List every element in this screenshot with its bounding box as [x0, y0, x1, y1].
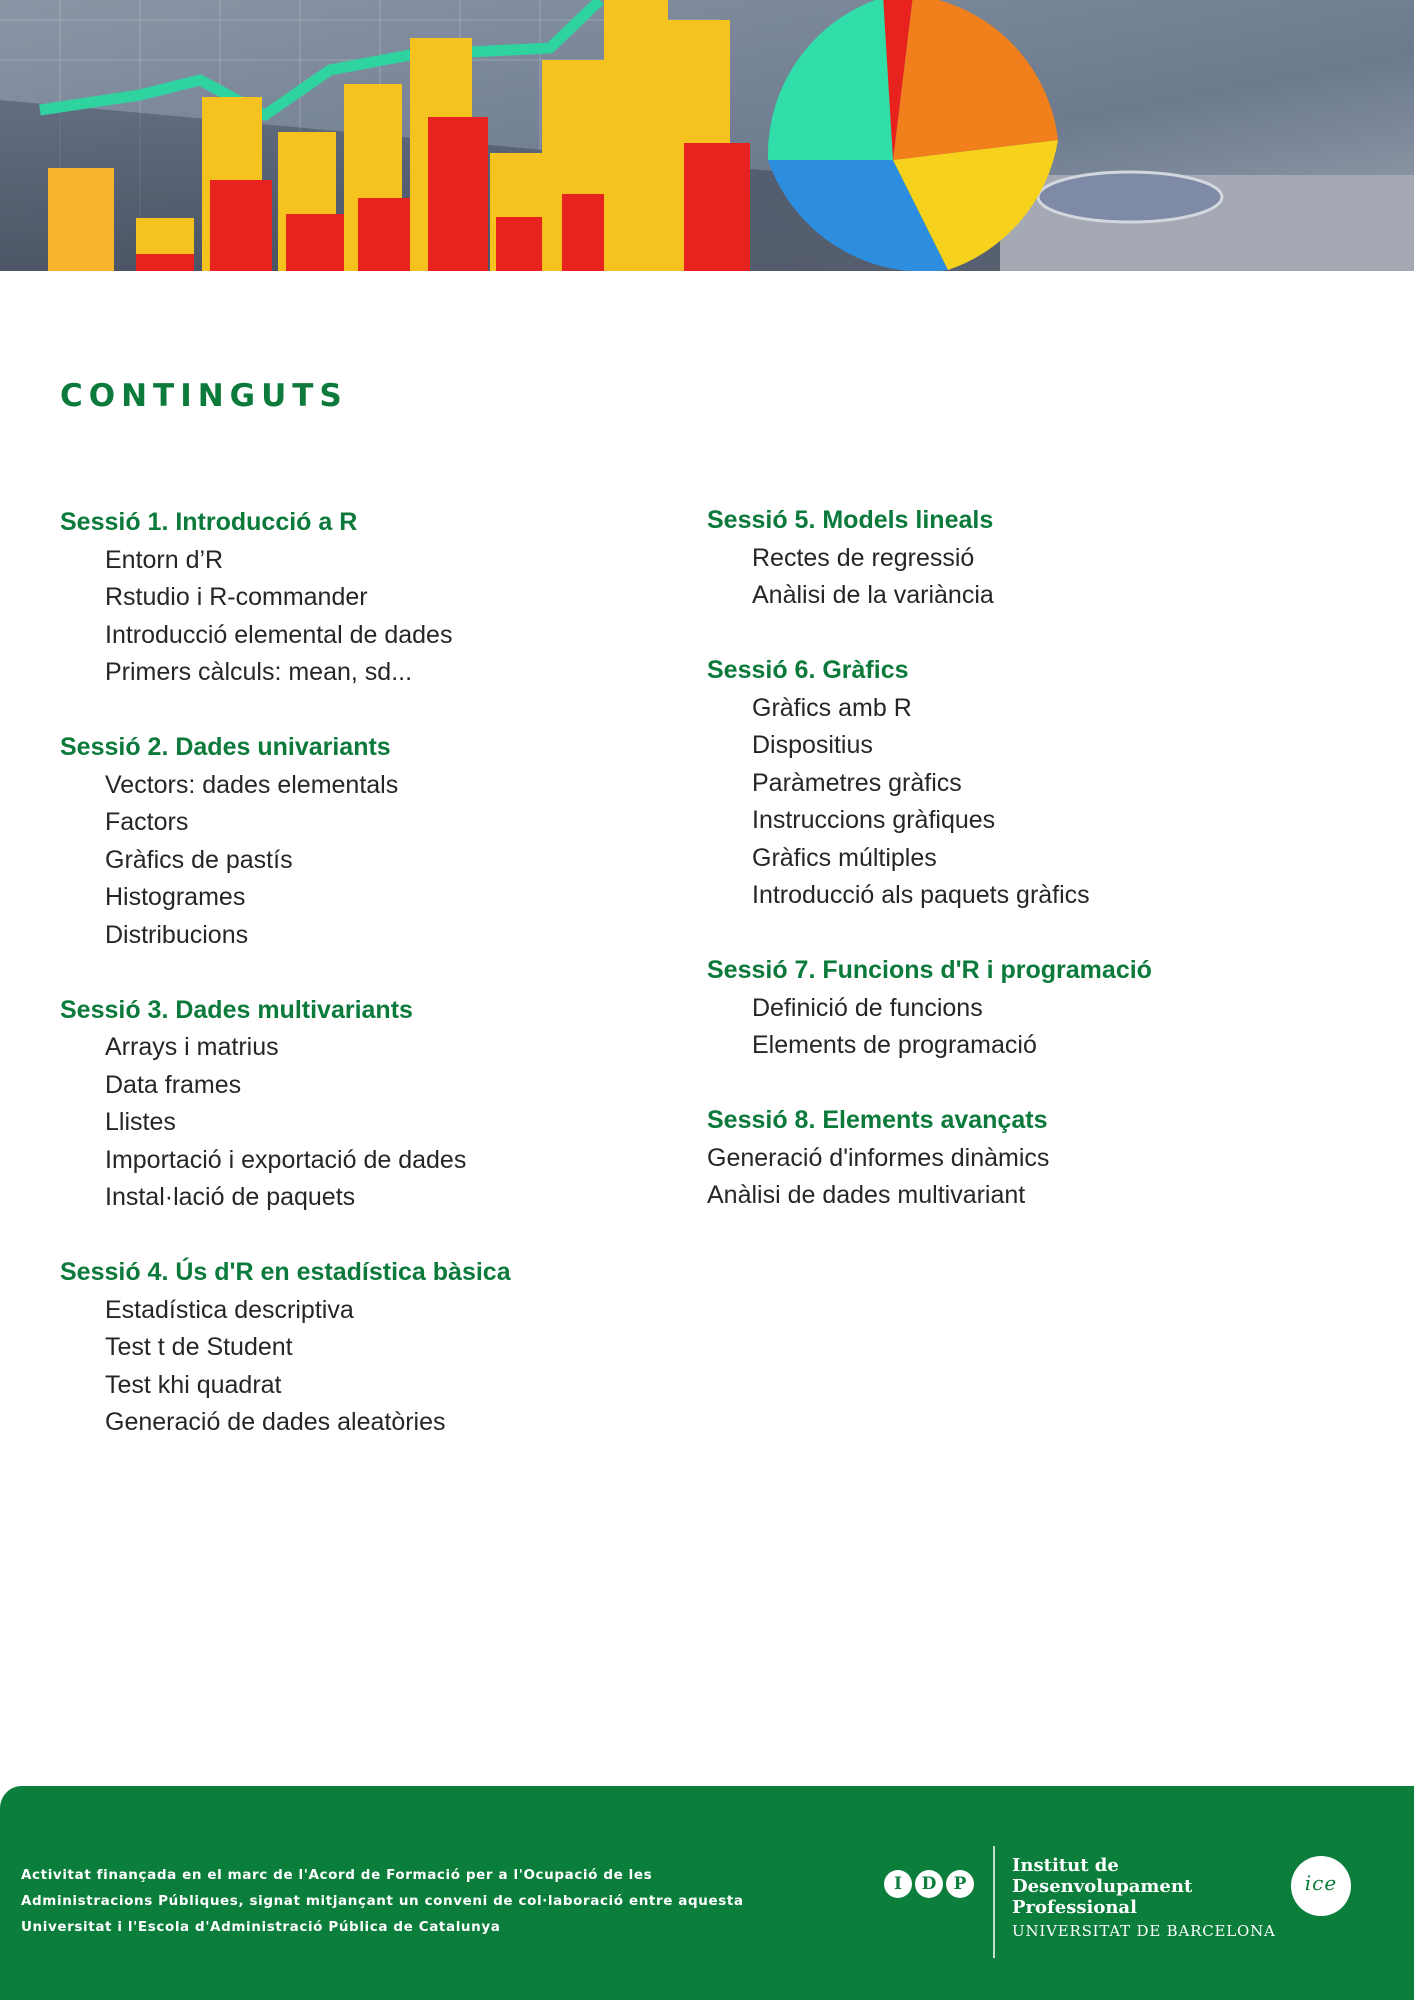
- logo-divider: [993, 1846, 995, 1958]
- session-topic: Instal·lació de paquets: [105, 1183, 356, 1211]
- sessions-column-left: [60, 504, 660, 1479]
- session-topic: Generació d'informes dinàmics: [707, 1143, 1050, 1172]
- funding-notice: Activitat finançada en el marc de l'Acord de Formació per a l'Ocupació de les Administracions Públiques, signat mitjançant un conveni de col·laboració entre aquesta Universitat i l'Escola d'Administració Pública de Catalunya: [21, 1867, 744, 1935]
- sessions-column-right: [707, 502, 1307, 1252]
- session-topic: Gràfics amb R: [752, 693, 912, 722]
- session-topic: Anàlisi de dades multivariant: [707, 1181, 1026, 1209]
- idp-logo-letter: P: [946, 1870, 974, 1898]
- session-topic: Anàlisi de la variància: [752, 581, 994, 609]
- idp-logo-letter: D: [915, 1870, 943, 1898]
- session-1: [60, 504, 660, 692]
- session-title: Sessió 5. Models lineals: [707, 506, 994, 534]
- session-topic: Gràfics de pastís: [105, 845, 293, 874]
- session-topic: Primers càlculs: mean, sd...: [105, 658, 413, 686]
- session-title: Sessió 6. Gràfics: [707, 656, 909, 684]
- session-7: [707, 952, 1307, 1065]
- session-topic: Paràmetres gràfics: [752, 768, 962, 797]
- session-topic: Distribucions: [105, 920, 249, 949]
- institute-logo-text: [1012, 1855, 1276, 1940]
- header-banner-image: [0, 0, 1414, 271]
- session-4: [60, 1254, 660, 1442]
- session-topic: Introducció als paquets gràfics: [752, 881, 1090, 909]
- session-topic: Entorn d’R: [105, 545, 224, 574]
- session-topic: Estadística descriptiva: [105, 1295, 354, 1324]
- institute-name: Institut de Desenvolupament Professional: [1012, 1855, 1193, 1918]
- idp-logo-letter: I: [884, 1870, 912, 1898]
- session-topic: Generació de dades aleatòries: [105, 1408, 446, 1436]
- idp-logo: [884, 1870, 977, 1898]
- session-topic: Introducció elemental de dades: [105, 620, 453, 649]
- session-6: [707, 652, 1307, 915]
- session-title: Sessió 2. Dades univariants: [60, 733, 391, 761]
- session-title: Sessió 3. Dades multivariants: [60, 995, 413, 1024]
- session-3: [60, 992, 660, 1217]
- session-topic: Llistes: [105, 1108, 176, 1136]
- session-topic: Rstudio i R-commander: [105, 583, 368, 611]
- session-topic: Test khi quadrat: [105, 1370, 282, 1399]
- session-5: [707, 502, 1307, 615]
- session-title: Sessió 7. Funcions d'R i programació: [707, 956, 1152, 984]
- page-title: CONTINGUTS: [60, 378, 348, 414]
- session-topic: Test t de Student: [105, 1333, 293, 1361]
- session-8: [707, 1102, 1307, 1215]
- university-name: UNIVERSITAT DE BARCELONA: [1012, 1922, 1276, 1940]
- session-topic: Rectes de regressió: [752, 543, 975, 572]
- session-topic: Importació i exportació de dades: [105, 1145, 467, 1174]
- bar-chart-illustration: [0, 0, 1414, 271]
- session-title: Sessió 8. Elements avançats: [707, 1106, 1048, 1134]
- session-topic: Factors: [105, 808, 189, 836]
- session-topic: Definició de funcions: [752, 993, 983, 1022]
- session-topic: Dispositius: [752, 731, 873, 759]
- session-title: Sessió 4. Ús d'R en estadística bàsica: [60, 1258, 511, 1286]
- session-topic: Elements de programació: [752, 1031, 1037, 1059]
- session-topic: Vectors: dades elementals: [105, 770, 399, 799]
- ice-logo: ice: [1291, 1856, 1351, 1916]
- session-topic: Data frames: [105, 1070, 242, 1099]
- session-topic: Arrays i matrius: [105, 1033, 279, 1061]
- session-2: [60, 729, 660, 954]
- session-title: Sessió 1. Introducció a R: [60, 508, 358, 536]
- session-topic: Instruccions gràfiques: [752, 806, 996, 834]
- footer: [0, 1786, 1414, 2000]
- session-topic: Gràfics múltiples: [752, 843, 937, 872]
- session-topic: Histogrames: [105, 883, 246, 911]
